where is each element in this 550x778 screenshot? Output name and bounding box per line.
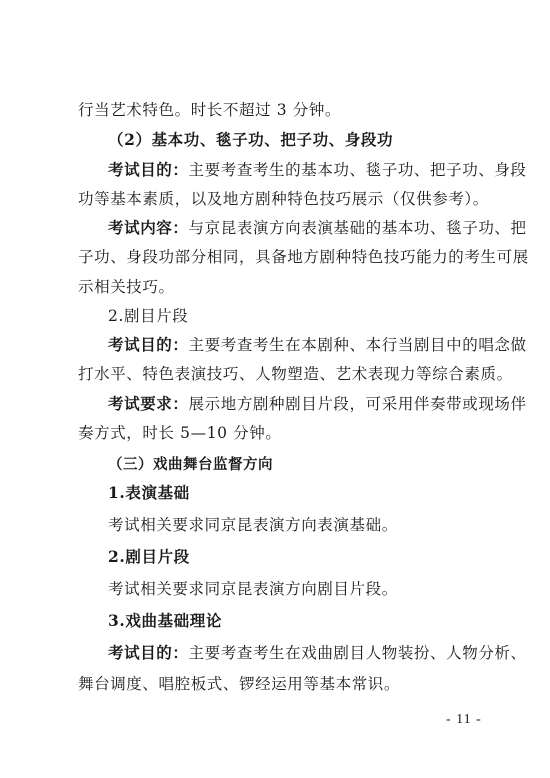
paragraph-exam-purpose [108,160,527,180]
paragraph-repertoire-requirements: 考试相关要求同京昆表演方向剧目片段。 [108,580,398,598]
exam-purpose-text: 主要考查考生在戏曲剧目人物装扮、人物分析、 [188,644,527,662]
paragraph-exam-purpose [108,335,527,355]
heading-section-three: （三）戏曲舞台监督方向 [108,456,273,473]
exam-purpose-text: 主要考查考生在本剧种、本行当剧目中的唱念做 [188,336,527,354]
paragraph-continuation: 舞台调度、唱腔板式、锣经运用等基本常识。 [78,675,401,693]
paragraph-continuation: 行当艺术特色。时长不超过 3 分钟。 [78,101,342,119]
exam-content-text: 与京昆表演方向表演基础的基本功、毯子功、把 [188,219,527,237]
exam-purpose-label: 考试目的： [108,335,189,354]
paragraph-continuation: 子功、身段功部分相同，具备地方剧种特色技巧能力的考生可展 [78,248,529,266]
exam-requirement-label: 考试要求： [108,394,189,413]
paragraph-performance-requirements: 考试相关要求同京昆表演方向表演基础。 [108,516,398,534]
heading-repertoire: 2.剧目片段 [108,307,189,325]
paragraph-exam-requirement [108,394,527,414]
paragraph-exam-purpose [108,643,527,663]
paragraph-exam-content [108,218,527,238]
exam-purpose-text: 主要考查考生的基本功、毯子功、把子功、身段 [188,161,527,179]
paragraph-continuation: 奏方式，时长 5—10 分钟。 [78,424,282,442]
heading-opera-theory: 3.戏曲基础理论 [108,611,222,630]
paragraph-continuation: 功等基本素质，以及地方剧种特色技巧展示（仅供参考）。 [78,190,489,208]
heading-repertoire-two: 2.剧目片段 [108,547,190,566]
heading-basic-skills: （2）基本功、毯子功、把子功、身段功 [108,130,394,149]
heading-performance-basics: 1.表演基础 [108,483,190,502]
paragraph-continuation: 打水平、特色表演技巧、人物塑造、艺术表现力等综合素质。 [78,365,513,383]
paragraph-continuation: 示相关技巧。 [78,278,175,296]
exam-purpose-label: 考试目的： [108,643,189,662]
page-number: - 11 - [446,712,482,727]
exam-content-label: 考试内容： [108,218,189,237]
exam-purpose-label: 考试目的： [108,160,189,179]
exam-requirement-text: 展示地方剧种剧目片段，可采用伴奏带或现场伴 [188,395,527,413]
